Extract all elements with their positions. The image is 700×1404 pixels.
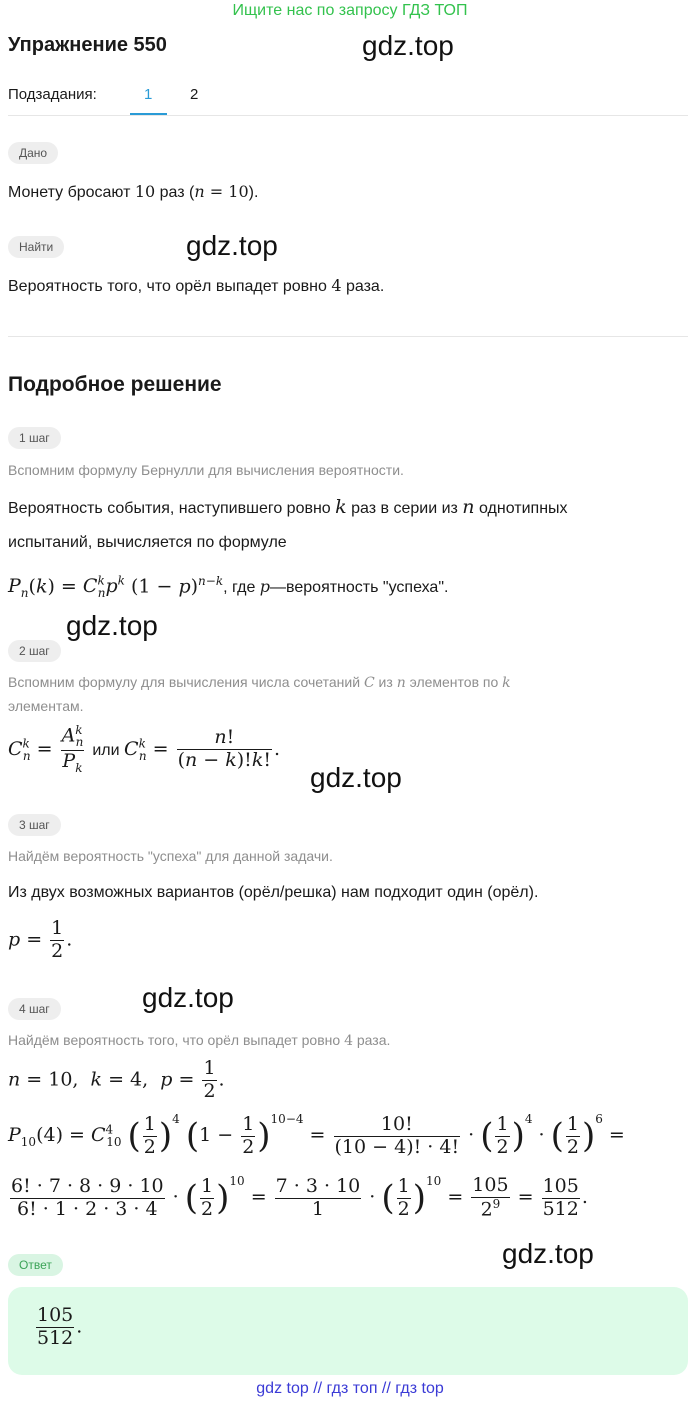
step-4-badge: 4 шаг bbox=[8, 998, 61, 1020]
watermark: gdz.top bbox=[362, 30, 454, 61]
subtask-tab-1[interactable]: 1 bbox=[144, 86, 153, 103]
step-2-hint-2: элементам. bbox=[8, 698, 84, 714]
step-1-text-2: испытаний, вычисляется по формуле bbox=[8, 534, 287, 551]
calculation-line-2: $\frac{6! \cdot 7 \cdot 8 \cdot 9 \cdot 10}{6! \cdot 1 \cdot 2 \cdot 3 \cdot 4}$ · ( $\frac{1}{2}$ )$^{10}$ = $\frac{7 \cdot 3 \cdot 10}{1}$ · ( $\frac{1}{2}$ )$^{10}$ = $\frac{105}{2^9}$ = $\frac{105}{512}$ . bbox=[11, 1173, 588, 1221]
subtask-tab-2[interactable]: 2 bbox=[190, 86, 199, 103]
step-2-hint: Вспомним формулу для вычисления числа сочетаний C из n элементов по k bbox=[8, 674, 511, 691]
watermark: gdz.top bbox=[186, 230, 278, 261]
answer-value: $\frac{105}{512}$ . bbox=[37, 1304, 83, 1349]
given-badge: Дано bbox=[8, 142, 58, 164]
page-title: Упражнение 550 bbox=[8, 34, 167, 56]
divider bbox=[8, 336, 688, 337]
find-text: Вероятность того, что орёл выпадет ровно 4 раза. bbox=[8, 276, 385, 295]
success-probability: p = $\frac{1}{2}$ . bbox=[8, 917, 73, 962]
step-1-text: Вероятность события, наступившего ровно k раз в серии из n однотипных bbox=[8, 496, 568, 518]
watermark: gdz.top bbox=[66, 610, 158, 641]
given-values: n = 10, k = 4, p = $\frac{1}{2}$ . bbox=[8, 1057, 225, 1102]
subtasks-label: Подзадания: bbox=[8, 86, 97, 103]
answer-badge: Ответ bbox=[8, 1254, 63, 1276]
combination-formula: $C^k_n$ = $\frac{A^k_n}{P_k}$ или $C^k_n$ = $\frac{n!}{(n - k)!k!}$ . bbox=[8, 723, 281, 775]
watermark: gdz.top bbox=[142, 982, 234, 1013]
step-3-text: Из двух возможных вариантов (орёл/решка) нам подходит один (орёл). bbox=[8, 884, 539, 901]
divider bbox=[8, 115, 688, 116]
bernoulli-formula: $P_n(k) = C^k_np^k$ $(1 - p)^{n-k}$, где p—вероятность "успеха". bbox=[8, 574, 449, 601]
step-1-badge: 1 шаг bbox=[8, 427, 61, 449]
step-2-badge: 2 шаг bbox=[8, 640, 61, 662]
calculation-line-1: $P_{10}(4) = C^4_{10}$ ( $\frac{1}{2}$ )$^4$ (1 − $\frac{1}{2}$ )$^{10-4}$ = $\frac{10!}{(10 - 4)! \cdot 4!}$ · ( $\frac{1}{2}$ )$^4$ · ( $\frac{1}{2}$ )$^6$ = bbox=[8, 1112, 625, 1158]
answer-box bbox=[8, 1287, 688, 1375]
step-4-hint: Найдём вероятность того, что орёл выпадет ровно 4 раза. bbox=[8, 1032, 391, 1049]
find-badge: Найти bbox=[8, 236, 64, 258]
watermark: gdz.top bbox=[310, 762, 402, 793]
solution-title: Подробное решение bbox=[8, 373, 222, 396]
footer-links[interactable]: gdz top // гдз топ // гдз top bbox=[256, 1380, 444, 1397]
given-text: Монету бросают 10 раз (n = 10). bbox=[8, 182, 259, 201]
watermark: gdz.top bbox=[502, 1238, 594, 1269]
step-3-badge: 3 шаг bbox=[8, 814, 61, 836]
step-1-hint: Вспомним формулу Бернулли для вычисления вероятности. bbox=[8, 462, 404, 478]
search-banner[interactable]: Ищите нас по запросу ГДЗ ТОП bbox=[232, 2, 468, 19]
step-3-hint: Найдём вероятность "успеха" для данной задачи. bbox=[8, 848, 333, 864]
